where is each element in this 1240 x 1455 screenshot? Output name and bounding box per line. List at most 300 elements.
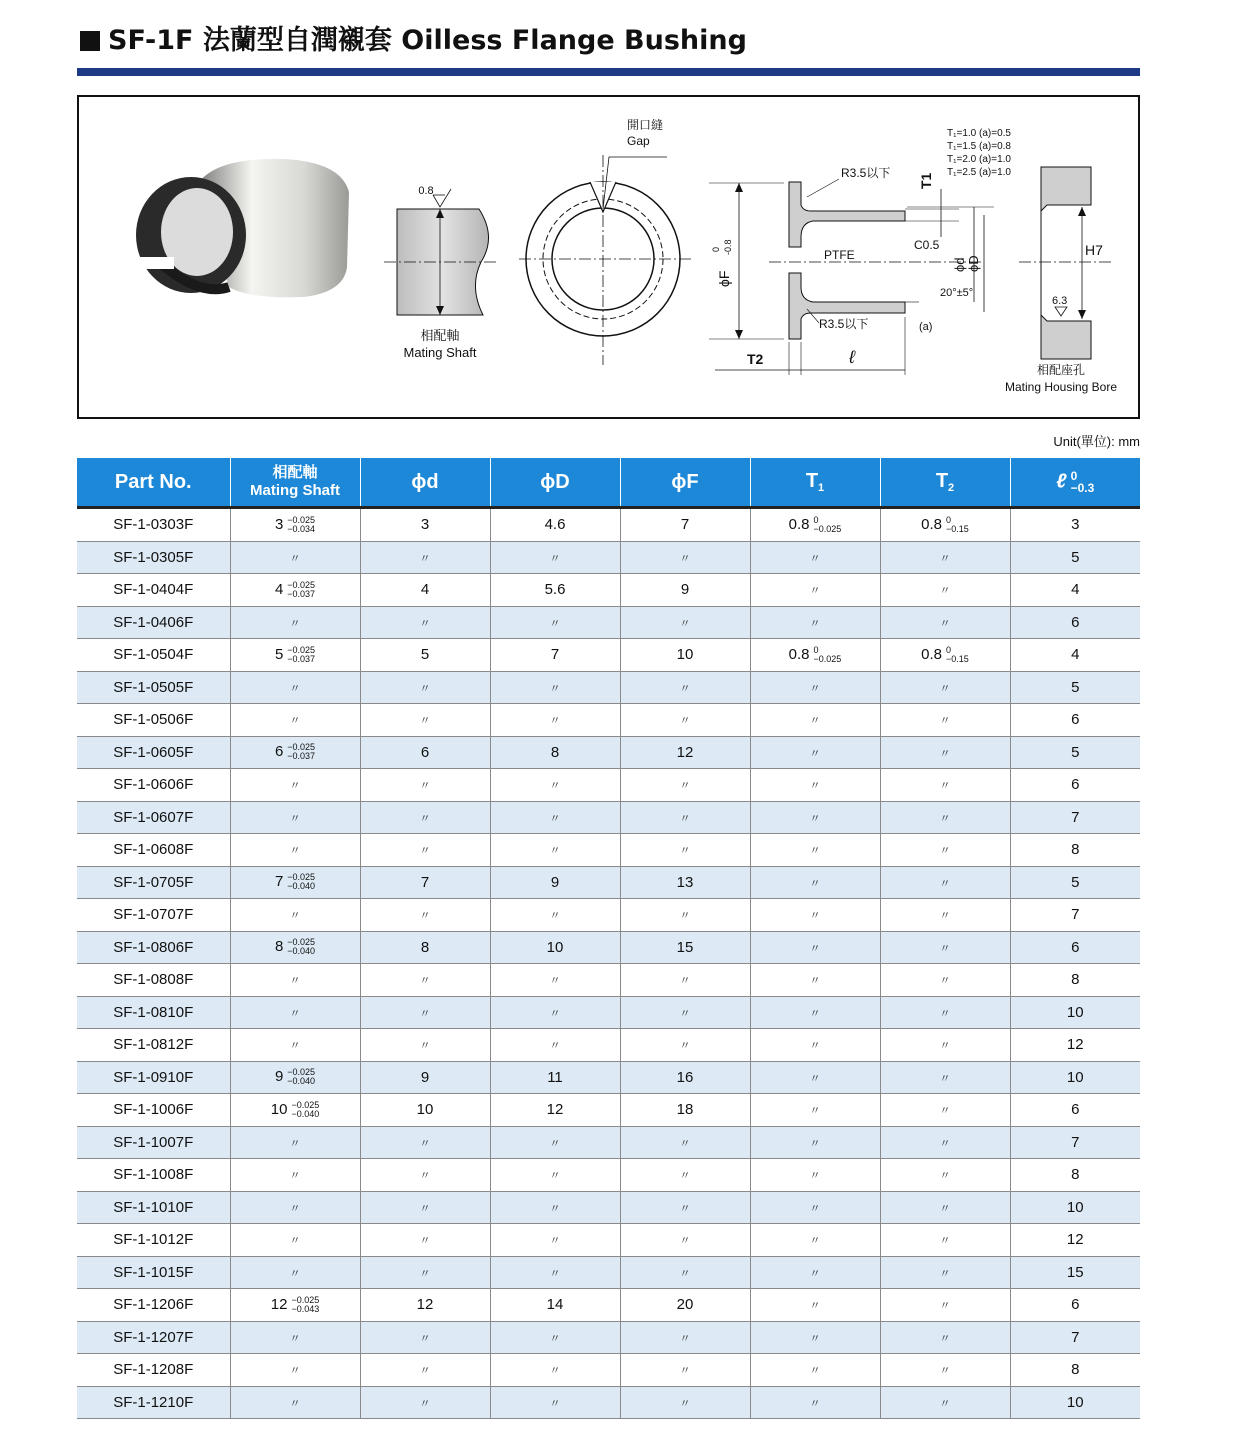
cell-length-value: 12 xyxy=(1066,1231,1084,1249)
cell-phi-F-value: 13 xyxy=(676,873,694,891)
gap-label-zh: 開口縫 xyxy=(627,118,664,132)
cell-t2 xyxy=(880,736,1010,769)
cell-t2-value: 0.8 xyxy=(921,515,943,533)
cell-part-no-value: SF-1-0705F xyxy=(113,873,194,891)
cell-t1-value: 0.8 xyxy=(788,645,810,663)
table-row xyxy=(77,606,1140,639)
cell-phi-D-value: 〃 xyxy=(549,910,561,923)
cell-phi-F-value: 〃 xyxy=(679,1170,691,1183)
housing-label-en: Mating Housing Bore xyxy=(1004,380,1118,394)
cell-t1 xyxy=(750,1159,880,1192)
cell-t1 xyxy=(750,964,880,997)
cell-phi-F-value: 〃 xyxy=(679,812,691,825)
cell-phi-d-value: 6 xyxy=(420,743,430,761)
cell-phi-D-value: 〃 xyxy=(549,1332,561,1345)
cell-phi-D xyxy=(490,1224,620,1257)
cell-part-no-value: SF-1-0910F xyxy=(113,1068,194,1086)
cell-phi-d xyxy=(360,931,490,964)
cell-phi-D-value: 〃 xyxy=(549,1397,561,1410)
cell-mating-shaft-value: 3 xyxy=(274,515,284,533)
table-row xyxy=(77,866,1140,899)
cell-mating-shaft xyxy=(230,1126,360,1159)
col-mating-shaft-zh: 相配軸 xyxy=(272,464,318,481)
cell-phi-F xyxy=(620,1256,750,1289)
cell-t2-value: 〃 xyxy=(939,942,951,955)
cell-t2-value: 〃 xyxy=(939,715,951,728)
table-row xyxy=(77,1159,1140,1192)
cell-part-no xyxy=(77,1289,230,1322)
cell-t2 xyxy=(880,964,1010,997)
cell-mating-shaft-value: 〃 xyxy=(289,975,301,988)
cell-t1-value: 〃 xyxy=(809,1137,821,1150)
cell-t2-value: 〃 xyxy=(939,1397,951,1410)
cell-length-value: 8 xyxy=(1071,841,1080,859)
t1-label: T1 xyxy=(918,172,934,189)
cell-phi-D-value: 4.6 xyxy=(544,516,566,534)
phi-f-tol-lower: -0.8 xyxy=(723,239,733,255)
gap-label-en: Gap xyxy=(627,134,650,148)
cell-phi-d xyxy=(360,1094,490,1127)
cell-t2 xyxy=(880,1256,1010,1289)
cell-phi-F-value: 9 xyxy=(680,581,690,599)
cell-mating-shaft-tol-upper: −0.025 xyxy=(287,937,316,948)
flange-section xyxy=(709,128,1011,375)
cell-phi-d-value: 〃 xyxy=(419,780,431,793)
cell-part-no-value: SF-1-1006F xyxy=(113,1101,194,1119)
cell-mating-shaft xyxy=(230,834,360,867)
cell-phi-d-value: 〃 xyxy=(419,1267,431,1280)
cell-t2 xyxy=(880,671,1010,704)
thickness-note-2: T₁=1.5 (a)=0.8 xyxy=(947,141,1011,152)
cell-t1-value: 〃 xyxy=(809,1040,821,1053)
cell-mating-shaft-tol-upper: −0.025 xyxy=(287,1067,316,1078)
cell-mating-shaft xyxy=(230,1354,360,1387)
col-phi-F: ϕF xyxy=(620,458,750,508)
cell-phi-d xyxy=(360,541,490,574)
cell-phi-F-value: 〃 xyxy=(679,1397,691,1410)
drawing-canvas xyxy=(79,97,1138,417)
cell-t1 xyxy=(750,1321,880,1354)
cell-t1 xyxy=(750,1354,880,1387)
cell-length-value: 8 xyxy=(1071,1361,1080,1379)
cell-t1-value: 〃 xyxy=(809,715,821,728)
cell-t2 xyxy=(880,639,1010,672)
cell-phi-F-value: 18 xyxy=(676,1101,694,1119)
table-row xyxy=(77,1256,1140,1289)
cell-part-no xyxy=(77,1321,230,1354)
cell-part-no xyxy=(77,1029,230,1062)
cell-length xyxy=(1010,964,1140,997)
cell-length xyxy=(1010,1159,1140,1192)
cell-t1 xyxy=(750,704,880,737)
cell-phi-d-value: 〃 xyxy=(419,715,431,728)
cell-phi-F-value: 7 xyxy=(680,516,690,534)
cell-phi-d xyxy=(360,736,490,769)
cell-mating-shaft-tolerance xyxy=(287,743,315,761)
cell-phi-F xyxy=(620,1224,750,1257)
cell-length xyxy=(1010,866,1140,899)
cell-length xyxy=(1010,996,1140,1029)
cell-part-no xyxy=(77,736,230,769)
cell-t2-value: 〃 xyxy=(939,1072,951,1085)
cell-phi-F xyxy=(620,899,750,932)
cell-length-value: 4 xyxy=(1071,646,1080,664)
cell-t1 xyxy=(750,1289,880,1322)
cell-t2 xyxy=(880,996,1010,1029)
cell-phi-F xyxy=(620,574,750,607)
cell-phi-D xyxy=(490,606,620,639)
cell-part-no-value: SF-1-0808F xyxy=(113,971,194,989)
bushing-photo xyxy=(134,159,349,297)
cell-t1 xyxy=(750,736,880,769)
cell-t2 xyxy=(880,508,1010,542)
cell-t1 xyxy=(750,1029,880,1062)
cell-mating-shaft xyxy=(230,1289,360,1322)
col-phi-D: ϕD xyxy=(490,458,620,508)
cell-t1-value: 〃 xyxy=(809,975,821,988)
cell-phi-D xyxy=(490,1256,620,1289)
cell-mating-shaft-value: 〃 xyxy=(289,682,301,695)
cell-mating-shaft-value: 〃 xyxy=(289,1235,301,1248)
cell-length xyxy=(1010,1061,1140,1094)
cell-phi-d-value: 〃 xyxy=(419,812,431,825)
cell-phi-F xyxy=(620,1061,750,1094)
col-part-no: Part No. xyxy=(77,458,230,508)
cell-phi-F xyxy=(620,801,750,834)
cell-length xyxy=(1010,899,1140,932)
cell-phi-F xyxy=(620,1386,750,1419)
cell-t1-value: 〃 xyxy=(809,1332,821,1345)
t2-label: T2 xyxy=(747,351,764,367)
cell-t2-value: 〃 xyxy=(939,1300,951,1313)
cell-t2-value: 〃 xyxy=(939,1235,951,1248)
cell-t2-value: 〃 xyxy=(939,585,951,598)
cell-mating-shaft-tolerance xyxy=(287,938,315,956)
cell-phi-F-value: 〃 xyxy=(679,1202,691,1215)
cell-t1-value: 〃 xyxy=(809,1235,821,1248)
cell-phi-d xyxy=(360,1029,490,1062)
cell-mating-shaft-value: 〃 xyxy=(289,1365,301,1378)
cell-mating-shaft xyxy=(230,639,360,672)
cell-length xyxy=(1010,541,1140,574)
cell-mating-shaft-value: 10 xyxy=(270,1100,288,1118)
cell-phi-d xyxy=(360,606,490,639)
cell-mating-shaft-tolerance xyxy=(287,581,315,599)
cell-mating-shaft-value: 7 xyxy=(274,873,284,891)
cell-mating-shaft-tol-lower: −0.040 xyxy=(287,881,316,892)
cell-mating-shaft xyxy=(230,1029,360,1062)
cell-mating-shaft-value: 4 xyxy=(274,580,284,598)
cell-mating-shaft-tolerance xyxy=(287,646,315,664)
cell-t1-tol-lower: −0.025 xyxy=(813,653,842,664)
cell-phi-D-value: 8 xyxy=(550,743,560,761)
cell-t2-value: 〃 xyxy=(939,812,951,825)
cell-t1 xyxy=(750,639,880,672)
cell-part-no-value: SF-1-0505F xyxy=(113,678,194,696)
cell-t2 xyxy=(880,1029,1010,1062)
cell-phi-D xyxy=(490,899,620,932)
cell-part-no-value: SF-1-1012F xyxy=(113,1231,194,1249)
cell-t1 xyxy=(750,769,880,802)
cell-t2-value: 〃 xyxy=(939,1105,951,1118)
cell-phi-D xyxy=(490,639,620,672)
cell-phi-d xyxy=(360,639,490,672)
cell-t2 xyxy=(880,1061,1010,1094)
cell-t2 xyxy=(880,606,1010,639)
housing-label-zh: 相配座孔 xyxy=(1036,363,1086,377)
cell-part-no xyxy=(77,996,230,1029)
cell-t1-value: 〃 xyxy=(809,1397,821,1410)
cell-phi-F-value: 〃 xyxy=(679,1040,691,1053)
cell-phi-F-value: 〃 xyxy=(679,1267,691,1280)
cell-part-no xyxy=(77,704,230,737)
cell-part-no xyxy=(77,574,230,607)
cell-phi-d-value: 〃 xyxy=(419,617,431,630)
table-row xyxy=(77,704,1140,737)
cell-phi-d xyxy=(360,1386,490,1419)
cell-t2 xyxy=(880,1354,1010,1387)
cell-mating-shaft-value: 〃 xyxy=(289,1397,301,1410)
cell-t1 xyxy=(750,574,880,607)
cell-phi-D-value: 〃 xyxy=(549,715,561,728)
cell-phi-F xyxy=(620,736,750,769)
table-row xyxy=(77,671,1140,704)
cell-phi-D-value: 14 xyxy=(546,1296,564,1314)
cell-t1-tol-lower: −0.025 xyxy=(813,523,842,534)
cell-mating-shaft xyxy=(230,606,360,639)
cell-phi-D xyxy=(490,866,620,899)
cell-mating-shaft xyxy=(230,1224,360,1257)
cell-length xyxy=(1010,1094,1140,1127)
cell-part-no-value: SF-1-0305F xyxy=(113,548,194,566)
cell-phi-D-value: 〃 xyxy=(549,682,561,695)
cell-length xyxy=(1010,1191,1140,1224)
table-row xyxy=(77,574,1140,607)
cell-phi-D xyxy=(490,1289,620,1322)
cell-t2-value: 〃 xyxy=(939,1040,951,1053)
cell-phi-D xyxy=(490,769,620,802)
cell-mating-shaft-tol-upper: −0.025 xyxy=(287,579,316,590)
cell-length-value: 10 xyxy=(1066,1393,1084,1411)
cell-mating-shaft xyxy=(230,1159,360,1192)
thickness-note-4: T₁=2.5 (a)=1.0 xyxy=(947,167,1011,178)
cell-t1 xyxy=(750,931,880,964)
cell-mating-shaft xyxy=(230,769,360,802)
cell-phi-D xyxy=(490,1354,620,1387)
cell-length xyxy=(1010,1386,1140,1419)
cell-length-value: 4 xyxy=(1071,581,1080,599)
cell-length xyxy=(1010,1126,1140,1159)
cell-phi-d xyxy=(360,671,490,704)
cell-t1 xyxy=(750,1094,880,1127)
cell-phi-F xyxy=(620,931,750,964)
cell-length-value: 10 xyxy=(1066,1068,1084,1086)
cell-phi-D xyxy=(490,1029,620,1062)
cell-t1 xyxy=(750,801,880,834)
cell-mating-shaft xyxy=(230,704,360,737)
cell-t2-tolerance xyxy=(946,516,969,534)
cell-t1 xyxy=(750,1061,880,1094)
cell-t1-value: 〃 xyxy=(809,812,821,825)
col-t1-sub: 1 xyxy=(818,482,825,494)
cell-phi-F-value: 〃 xyxy=(679,1332,691,1345)
col-mating-shaft-en: Mating Shaft xyxy=(250,482,340,499)
cell-mating-shaft xyxy=(230,541,360,574)
cell-t1-value: 〃 xyxy=(809,1300,821,1313)
cell-phi-d-value: 〃 xyxy=(419,1202,431,1215)
cell-length xyxy=(1010,1321,1140,1354)
cell-t2-value: 〃 xyxy=(939,910,951,923)
cell-t2 xyxy=(880,541,1010,574)
cell-t2-tol-lower: −0.15 xyxy=(946,653,969,664)
cell-length-value: 12 xyxy=(1066,1036,1084,1054)
cell-part-no-value: SF-1-1007F xyxy=(113,1133,194,1151)
cell-mating-shaft-value: 〃 xyxy=(289,1267,301,1280)
cell-mating-shaft-value: 〃 xyxy=(289,1040,301,1053)
cell-t2-value: 〃 xyxy=(939,877,951,890)
spec-table-body xyxy=(77,508,1140,1419)
cell-phi-d-value: 3 xyxy=(420,516,430,534)
angle-label: 20°±5° xyxy=(940,287,974,299)
cell-t2 xyxy=(880,1126,1010,1159)
cell-phi-F xyxy=(620,834,750,867)
cell-phi-F-value: 〃 xyxy=(679,780,691,793)
cell-mating-shaft xyxy=(230,1256,360,1289)
cell-length-value: 7 xyxy=(1071,1133,1080,1151)
col-length-tol-upper: 0 xyxy=(1070,469,1078,483)
cell-t2-value: 〃 xyxy=(939,1170,951,1183)
cell-mating-shaft-value: 〃 xyxy=(289,845,301,858)
cell-phi-D xyxy=(490,508,620,542)
cell-part-no xyxy=(77,639,230,672)
cell-part-no xyxy=(77,1386,230,1419)
cell-part-no-value: SF-1-1008F xyxy=(113,1166,194,1184)
cell-phi-D xyxy=(490,1321,620,1354)
cell-mating-shaft xyxy=(230,1386,360,1419)
cell-phi-F-value: 20 xyxy=(676,1296,694,1314)
cell-t2-value: 〃 xyxy=(939,1137,951,1150)
cell-length xyxy=(1010,931,1140,964)
cell-length-value: 6 xyxy=(1071,938,1080,956)
cell-length-value: 8 xyxy=(1071,1166,1080,1184)
cell-mating-shaft-value: 〃 xyxy=(289,1202,301,1215)
cell-t1-value: 〃 xyxy=(809,1105,821,1118)
cell-mating-shaft-tolerance xyxy=(291,1101,319,1119)
cell-phi-D-value: 〃 xyxy=(549,1170,561,1183)
housing-fit: H7 xyxy=(1085,242,1103,258)
cell-t1-value: 〃 xyxy=(809,747,821,760)
table-row xyxy=(77,801,1140,834)
cell-t1-tolerance xyxy=(814,646,842,664)
cell-mating-shaft-tol-lower: −0.037 xyxy=(287,751,316,762)
cell-length-value: 6 xyxy=(1071,1101,1080,1119)
radius-top: R3.5以下 xyxy=(841,166,891,180)
table-row xyxy=(77,1289,1140,1322)
cell-part-no-value: SF-1-1015F xyxy=(113,1263,194,1281)
cell-length xyxy=(1010,639,1140,672)
cell-mating-shaft-tol-upper: −0.025 xyxy=(291,1099,320,1110)
cell-length xyxy=(1010,1289,1140,1322)
chamfer-label: C0.5 xyxy=(914,238,940,252)
cell-length-value: 7 xyxy=(1071,808,1080,826)
cell-phi-F xyxy=(620,671,750,704)
col-phi-d: ϕd xyxy=(360,458,490,508)
cell-mating-shaft xyxy=(230,931,360,964)
unit-label: Unit(單位): mm xyxy=(1053,434,1140,449)
cell-length xyxy=(1010,1354,1140,1387)
cell-phi-D-value: 〃 xyxy=(549,975,561,988)
cell-phi-F-value: 〃 xyxy=(679,845,691,858)
cell-phi-F xyxy=(620,769,750,802)
col-t1-label: T xyxy=(805,470,819,492)
cell-phi-F-value: 〃 xyxy=(679,1137,691,1150)
cell-mating-shaft-value: 9 xyxy=(274,1068,284,1086)
cell-t1-value: 〃 xyxy=(809,552,821,565)
cell-part-no xyxy=(77,801,230,834)
cell-phi-d-value: 〃 xyxy=(419,1170,431,1183)
cell-length xyxy=(1010,769,1140,802)
cell-part-no-value: SF-1-0812F xyxy=(113,1036,194,1054)
cell-mating-shaft xyxy=(230,996,360,1029)
cell-part-no-value: SF-1-1208F xyxy=(113,1361,194,1379)
cell-phi-d-value: 〃 xyxy=(419,1137,431,1150)
cell-phi-D-value: 〃 xyxy=(549,1040,561,1053)
cell-phi-d xyxy=(360,1354,490,1387)
cell-t1-value: 〃 xyxy=(809,1007,821,1020)
cell-mating-shaft xyxy=(230,801,360,834)
cell-t1 xyxy=(750,671,880,704)
cell-t2 xyxy=(880,899,1010,932)
cell-t2 xyxy=(880,931,1010,964)
cell-phi-D-value: 〃 xyxy=(549,780,561,793)
table-row xyxy=(77,508,1140,542)
cell-length xyxy=(1010,1224,1140,1257)
cell-length xyxy=(1010,704,1140,737)
table-row xyxy=(77,1191,1140,1224)
cell-length xyxy=(1010,574,1140,607)
cell-part-no xyxy=(77,899,230,932)
cell-phi-d xyxy=(360,1159,490,1192)
cell-phi-d xyxy=(360,508,490,542)
title-rule xyxy=(77,68,1140,76)
phi-f-label: ϕF xyxy=(716,270,732,287)
cell-phi-D xyxy=(490,834,620,867)
housing-bore xyxy=(1005,167,1117,394)
cell-phi-F xyxy=(620,1321,750,1354)
cell-length xyxy=(1010,801,1140,834)
table-row xyxy=(77,1224,1140,1257)
table-row xyxy=(77,834,1140,867)
cell-mating-shaft xyxy=(230,866,360,899)
cell-phi-D xyxy=(490,996,620,1029)
cell-t1 xyxy=(750,1256,880,1289)
cell-part-no-value: SF-1-0707F xyxy=(113,906,194,924)
cell-phi-D-value: 5.6 xyxy=(544,581,566,599)
cell-phi-F-value: 10 xyxy=(676,646,694,664)
cell-phi-F-value: 〃 xyxy=(679,715,691,728)
cell-part-no xyxy=(77,866,230,899)
cell-phi-d-value: 〃 xyxy=(419,552,431,565)
cell-t1 xyxy=(750,1224,880,1257)
cell-phi-d xyxy=(360,866,490,899)
cell-phi-d xyxy=(360,996,490,1029)
cell-part-no-value: SF-1-0605F xyxy=(113,743,194,761)
cell-t2 xyxy=(880,1321,1010,1354)
cell-part-no-value: SF-1-1207F xyxy=(113,1328,194,1346)
cell-phi-d-value: 〃 xyxy=(419,1397,431,1410)
cell-mating-shaft-tol-upper: −0.025 xyxy=(287,644,316,655)
cell-t1 xyxy=(750,508,880,542)
